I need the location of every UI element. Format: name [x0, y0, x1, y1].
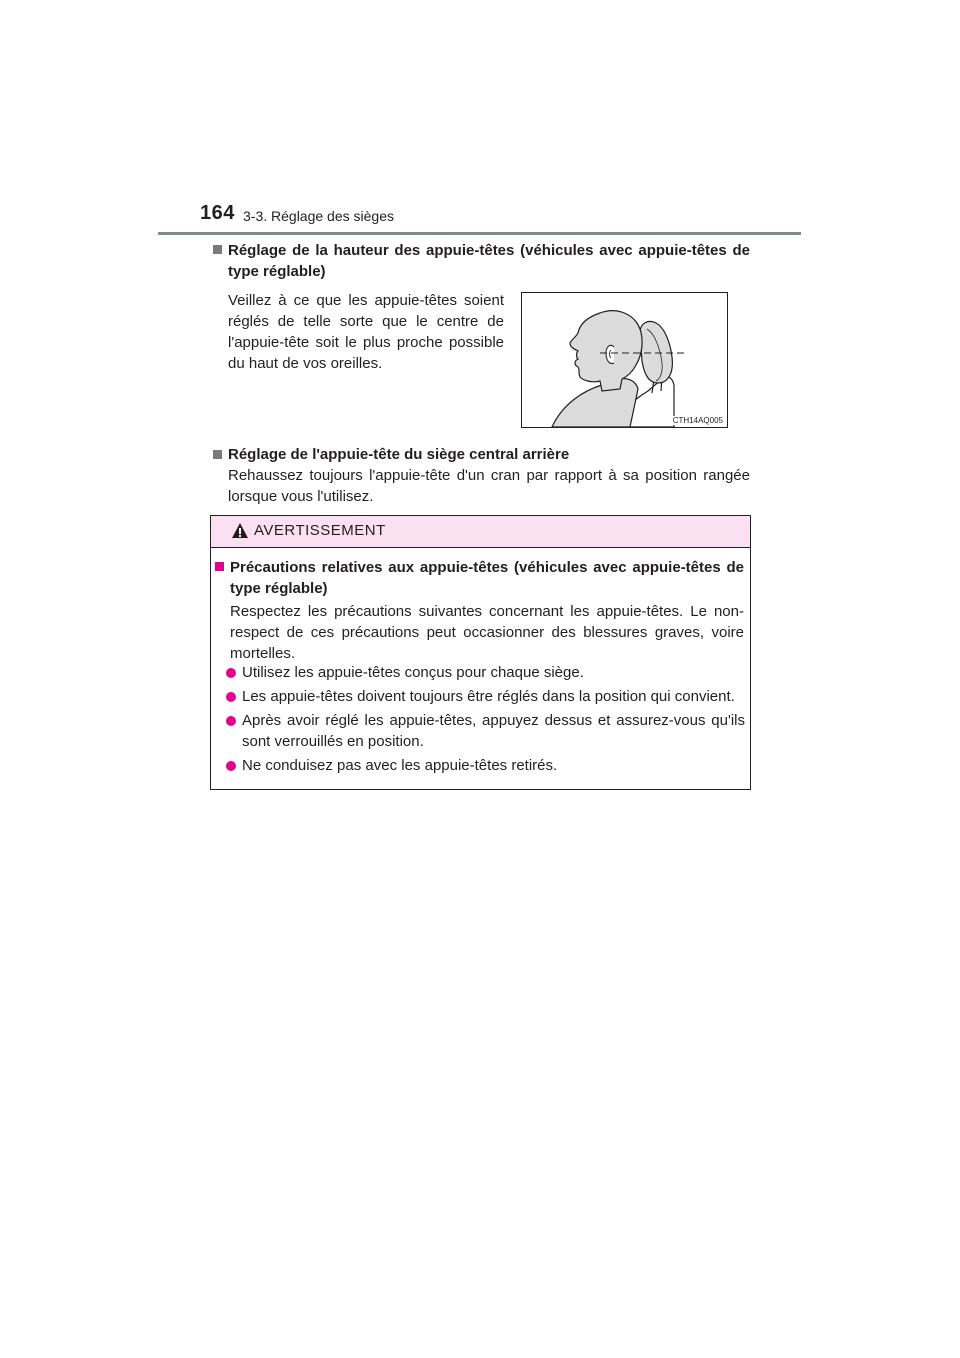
- warning-box: [210, 515, 751, 790]
- warning-bullet: Ne conduisez pas avec les appuie-têtes retirés.: [242, 757, 558, 774]
- warning-bullet: Après avoir réglé les appuie-têtes, appuyez dessus et assurez-vous qu'ils sont verrouillés en position.: [242, 712, 745, 750]
- warning-intro: Respectez les précautions suivantes concernant les appuie-têtes. Le non-respect de ces précautions peut occasionner des blessures graves, voire mortelles.: [230, 603, 744, 662]
- bullet-dot-icon: [226, 692, 236, 702]
- warning-title: AVERTISSEMENT: [254, 522, 386, 539]
- warning-header: [211, 516, 750, 548]
- warning-bullet: Utilisez les appuie-têtes conçus pour chaque siège.: [242, 664, 584, 681]
- section-marker-icon: [213, 450, 222, 459]
- section-body-center-seat: Rehaussez toujours l'appuie-tête d'un cran par rapport à sa position rangée lorsque vous l'utilisez.: [228, 467, 750, 505]
- section-title: 3-3. Réglage des sièges: [243, 208, 394, 224]
- warning-heading: Précautions relatives aux appuie-têtes (véhicules avec appuie-têtes de type réglable): [230, 559, 744, 597]
- figure-code: CTH14AQ005: [672, 416, 723, 425]
- section-heading-center-seat: Réglage de l'appuie-tête du siège central arrière: [228, 446, 570, 463]
- warning-bullet: Les appuie-têtes doivent toujours être réglés dans la position qui convient.: [242, 688, 735, 705]
- bullet-dot-icon: [226, 716, 236, 726]
- header-divider: [158, 232, 801, 235]
- section-marker-icon: [213, 245, 222, 254]
- section-body-height: Veillez à ce que les appuie-têtes soient réglés de telle sorte que le centre de l'appuie-tête soit le plus proche possible du haut de vos oreilles.: [228, 292, 504, 372]
- page-number: 164: [200, 202, 235, 224]
- warning-triangle-icon: [231, 522, 249, 540]
- warning-section-marker-icon: [215, 562, 224, 571]
- headrest-illustration: [521, 292, 728, 428]
- bullet-dot-icon: [226, 668, 236, 678]
- head-headrest-diagram-icon: [522, 293, 727, 427]
- bullet-dot-icon: [226, 761, 236, 771]
- section-heading-height: Réglage de la hauteur des appuie-têtes (véhicules avec appuie-têtes de type réglable): [228, 242, 750, 280]
